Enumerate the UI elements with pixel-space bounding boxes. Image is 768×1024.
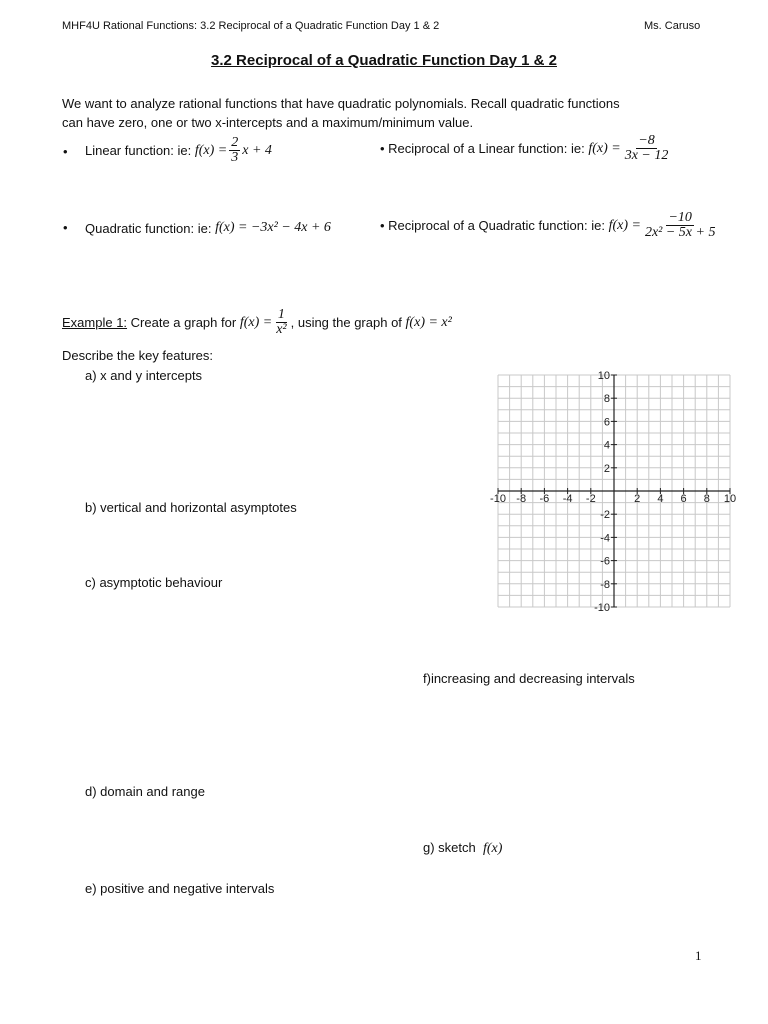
recip-linear-numerator: −8 xyxy=(638,133,655,148)
linear-rest: x + 4 xyxy=(242,142,272,158)
linear-numerator: 2 xyxy=(231,135,239,150)
recip-linear-label: • Reciprocal of a Linear function: ie: xyxy=(380,141,585,156)
y-tick-label: 10 xyxy=(597,370,610,382)
coordinate-grid xyxy=(490,370,738,615)
y-tick-label: 8 xyxy=(603,393,610,406)
x-tick-label: -8 xyxy=(516,493,527,506)
recip-linear-lhs: f(x) = xyxy=(588,140,621,156)
question-e: e) positive and negative intervals xyxy=(85,881,275,896)
recip-linear-fraction xyxy=(623,134,671,163)
question-c: c) asymptotic behaviour xyxy=(85,575,223,590)
recip-quad-lhs: f(x) = xyxy=(608,217,641,233)
header-left: MHF4U Rational Functions: 3.2 Reciprocal of a Quadratic Function Day 1 & 2 xyxy=(62,20,440,32)
page-title: 3.2 Reciprocal of a Quadratic Function Day 1 & 2 xyxy=(211,52,557,69)
intro-line-2: can have zero, one or two x-intercepts and a maximum/minimum value. xyxy=(62,115,474,130)
question-d: d) domain and range xyxy=(85,784,205,799)
x-tick-label: 4 xyxy=(657,493,664,506)
y-tick-label: -4 xyxy=(600,532,610,545)
y-tick-label: -2 xyxy=(600,509,610,522)
example-numerator: 1 xyxy=(277,307,285,322)
describe-label: Describe the key features: xyxy=(62,348,214,363)
reciprocal-quadratic-item xyxy=(380,211,719,240)
x-tick-label: 10 xyxy=(723,493,737,506)
y-tick-label: 2 xyxy=(603,462,610,475)
y-tick-label: 6 xyxy=(603,416,610,429)
example-label: Example 1: xyxy=(62,315,128,330)
x-tick-label: 8 xyxy=(703,493,710,506)
example-expression-2: f(x) = x² xyxy=(405,314,452,330)
x-tick-label: -10 xyxy=(490,493,506,506)
recip-quad-numerator: −10 xyxy=(668,210,692,225)
bullet-symbol: • xyxy=(63,220,68,235)
y-tick-label: -6 xyxy=(600,555,610,568)
quad-label: Quadratic function: ie: xyxy=(85,220,212,236)
quad-expression: f(x) = −3x² − 4x + 6 xyxy=(215,220,331,235)
linear-lhs: f(x) = xyxy=(194,142,228,158)
y-tick-label: -10 xyxy=(594,602,610,614)
question-g xyxy=(423,840,502,857)
example-lhs: f(x) = xyxy=(239,314,273,330)
question-g-text: g) sketch xyxy=(423,840,476,855)
question-g-expression: f(x) xyxy=(482,841,503,856)
example-denominator: x² xyxy=(276,322,287,337)
x-tick-label: -4 xyxy=(562,493,573,506)
x-tick-label: 6 xyxy=(680,493,687,506)
x-tick-label: -6 xyxy=(539,493,550,506)
bullet-symbol: • xyxy=(63,144,68,159)
header-right: Ms. Caruso xyxy=(644,20,701,32)
question-f: f)increasing and decreasing intervals xyxy=(423,671,635,686)
recip-quad-fraction xyxy=(643,211,718,240)
linear-denominator: 3 xyxy=(231,150,239,165)
example-fraction xyxy=(274,308,288,337)
intro-line-1: We want to analyze rational functions that have quadratic polynomials. Recall quadratic functions xyxy=(62,96,620,111)
reciprocal-linear-item xyxy=(380,134,672,163)
y-tick-label: -8 xyxy=(600,578,610,591)
linear-fraction xyxy=(229,136,240,165)
x-tick-label: -2 xyxy=(585,493,596,506)
linear-label: Linear function: ie: xyxy=(85,143,192,158)
recip-linear-denominator: 3x − 12 xyxy=(624,148,669,163)
question-b: b) vertical and horizontal asymptotes xyxy=(85,500,297,515)
recip-quad-label: • Reciprocal of a Quadratic function: ie: xyxy=(380,218,605,233)
x-tick-label: 2 xyxy=(634,493,641,506)
y-tick-label: 4 xyxy=(603,439,610,452)
recip-quad-denominator: 2x² − 5x + 5 xyxy=(644,225,716,240)
example-text-1: Create a graph for xyxy=(130,315,237,330)
page-number: 1 xyxy=(695,948,702,963)
linear-function-item xyxy=(63,135,272,165)
example-1-line xyxy=(62,308,452,337)
example-text-2: , using the graph of xyxy=(290,315,402,330)
question-a: a) x and y intercepts xyxy=(85,368,203,383)
quadratic-function-item xyxy=(63,220,331,236)
